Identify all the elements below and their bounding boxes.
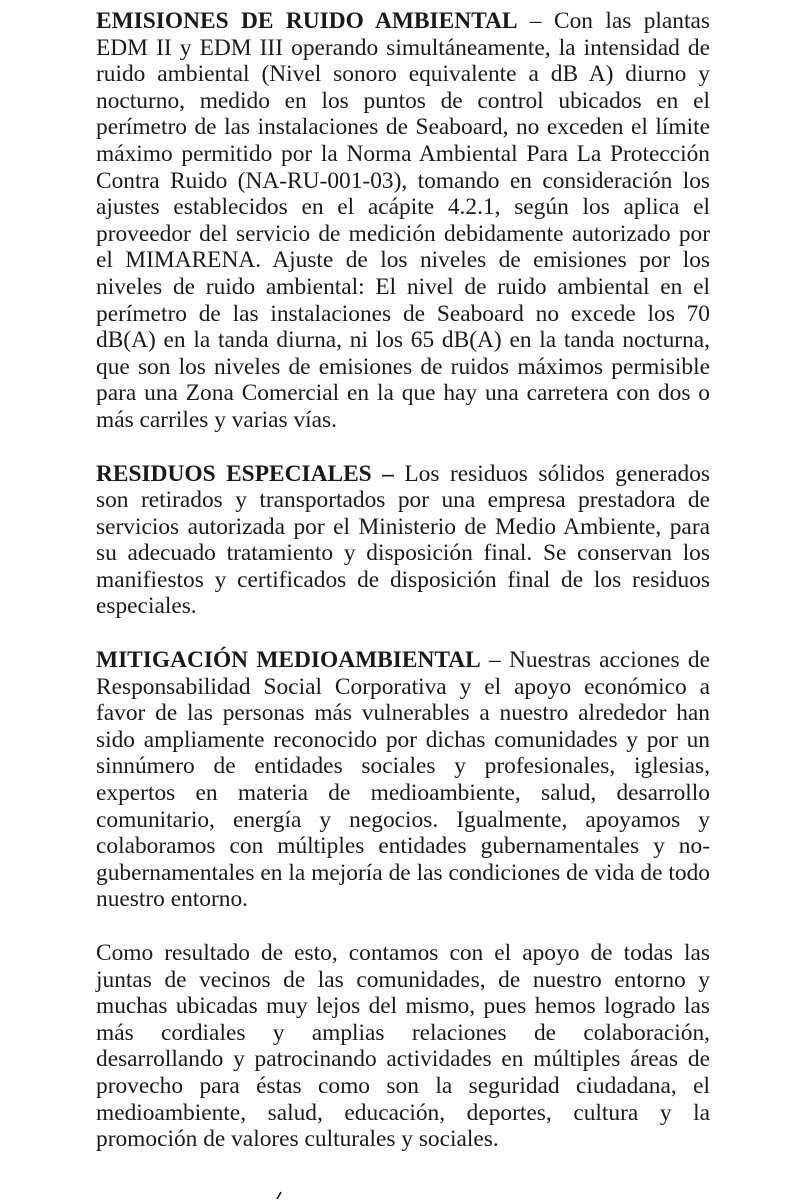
paragraph-residuos-especiales <box>96 461 710 621</box>
body-residuos-especiales: Los residuos sólidos generados son retirados y transportados por una empresa prestadora de servicios autorizada por el Ministerio de Medio Ambiente, para su adecuado tratamiento y disposición final. Se conservan los manifiestos y certificados de disposición final de los residuos especiales. <box>96 460 710 620</box>
heading-mitigacion-medioambiental: MITIGACIÓN MEDIOAMBIENTAL <box>96 647 481 674</box>
body-mitigacion-medioambiental: – Nuestras acciones de Responsabilidad Social Corporativa y el apoyo económico a favor de las personas más vulnerables a nuestro alrededor han sido ampliamente reconocido por dichas comunidades y por un sinnúmero de entidades sociales y profesionales, iglesias, expertos en materia de medioambiente, salud, desarrollo comunitario, energía y negocios. Igualmente, apoyamos y colaboramos con múltiples entidades gubernamentales y no-gubernamentales en la mejoría de las condiciones de vida de todo nuestro entorno. <box>96 647 710 913</box>
paragraph-mitigacion-medioambiental <box>96 647 710 913</box>
cut-off-accent-mark <box>274 1190 284 1200</box>
paragraph-emisiones-ruido <box>96 8 710 434</box>
heading-residuos-especiales: RESIDUOS ESPECIALES – <box>96 460 394 487</box>
paragraph-closing: Como resultado de esto, contamos con el apoyo de todas las juntas de vecinos de las comunidades, de nuestro entorno y muchas ubicadas muy lejos del mismo, pues hemos logrado las más cordiales y amplias relaciones de colaboración, desarrollando y patrocinando actividades en múltiples áreas de provecho para éstas como son la seguridad ciudadana, el medioambiente, salud, educación, deportes, cultura y la promoción de valores culturales y sociales. <box>96 940 710 1153</box>
document-page <box>96 8 710 1153</box>
body-emisiones-ruido: – Con las plantas EDM II y EDM III operando simultáneamente, la intensidad de ruido ambiental (Nivel sonoro equivalente a dB A) diurno y nocturno, medido en los puntos de control ubicados en el perímetro de las instalaciones de Seaboard, no exceden el límite máximo permitido por la Norma Ambiental Para La Protección Contra Ruido (NA-RU-001-03), tomando en consideración los ajustes establecidos en el acápite 4.2.1, según los aplica el proveedor del servicio de medición debidamente autorizado por el MIMARENA. Ajuste de los niveles de emisiones por los niveles de ruido ambiental: El nivel de ruido ambiental en el perímetro de las instalaciones de Seaboard no excede los 70 dB(A) en la tanda diurna, ni los 65 dB(A) en la tanda nocturna, que son los niveles de emisiones de ruidos máximos permisible para una Zona Comercial en la que hay una carretera con dos o más carriles y varias vías. <box>96 8 710 433</box>
heading-emisiones-ruido: EMISIONES DE RUIDO AMBIENTAL <box>96 8 518 34</box>
